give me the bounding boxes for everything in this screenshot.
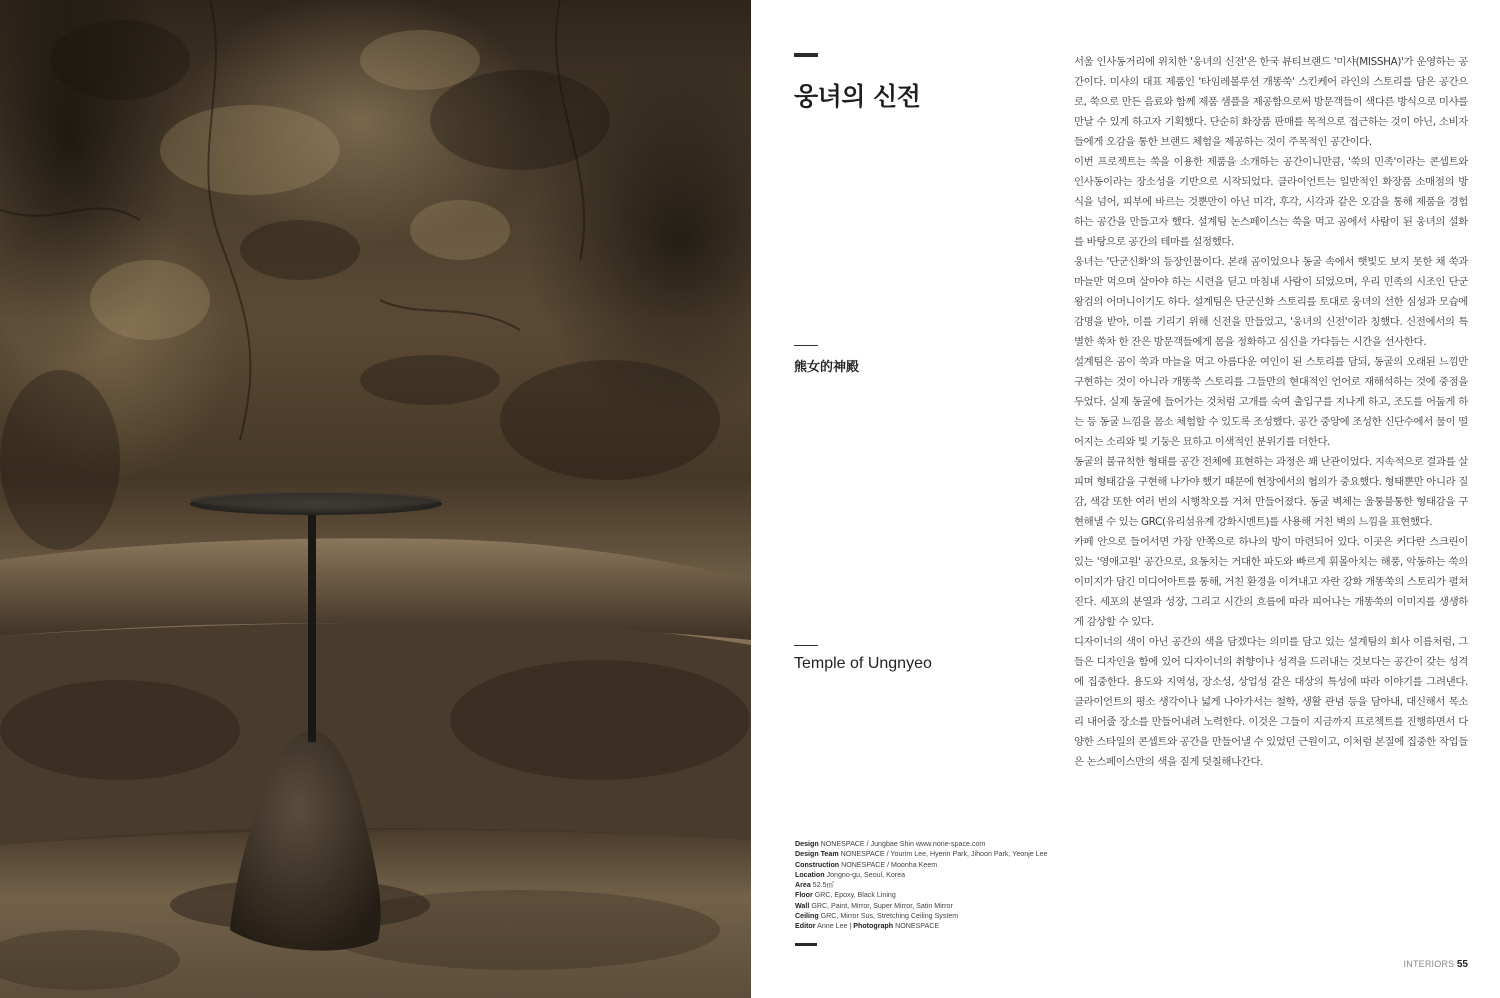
body-paragraph: 카페 안으로 들어서면 가장 안쪽으로 하나의 방이 마련되어 있다. 이곳은 커다란 스크린이 있는 '영애고원' 공간으로, 요동치는 거대한 파도와 빠르게 휘몰아치는 해풍, 악동하는 쑥의 이미지가 담긴 미디어아트를 통해, 거친 환경을 이겨내고 자란 강화 개똥쑥의 스토리가 펼쳐진다. 세포의 분열과 성장, 그리고 시간의 흐름에 따라 피어나는 개똥쑥의 이미지를 생생하게 감상할 수 있다.: [1074, 536, 1468, 628]
credit-label: Wall: [795, 901, 810, 910]
body-paragraph: 동굴의 불규칙한 형태를 공간 전체에 표현하는 과정은 꽤 난관이었다. 지속적으로 결과를 살피며 형태감을 구현해 나가야 했기 때문에 현장에서의 협의가 중요했다. 형태뿐만 아니라 질감, 색감 또한 여러 번의 시행착오를 거쳐 만들어졌다. 동굴 벽체는 울퉁불퉁한 형태감을 구현해낼 수 있는 GRC(유리섬유계 강화시멘트)를 사용해 거친 벽의 느낌을 표현했다.: [1074, 456, 1468, 528]
credit-value: GRC, Mirror Sus, Stretching Ceiling System: [820, 912, 959, 921]
credit-row: [795, 911, 1095, 921]
body-paragraph: 디자이너의 색이 아닌 공간의 색을 담겠다는 의미를 담고 있는 설계팀의 회사 이름처럼, 그들은 디자인을 함에 있어 디자이너의 취향이나 성격을 드러내는 것보다는 공간이 갖는 성격에 집중한다. 용도와 지역성, 장소성, 상업성 같은 대상의 특성에 따라 이야기를 그려낸다. 클라이언트의 평소 생각이나 넓게 나아가서는 철학, 생활 관념 등을 담아내, 대신해서 목소리 내어줄 장소를 만들어내려 노력한다. 이것은 그들이 지금까지 프로젝트를 진행하면서 다양한 스타일의 콘셉트와 공간을 만들어낼 수 있었던 근원이고, 이처럼 본질에 집중한 작업들은 논스페이스만의 색을 짙게 덧칠해나간다.: [1074, 636, 1468, 768]
credit-value: GRC, Paint, Mirror, Super Mirror, Satin Mirror: [811, 901, 953, 910]
credit-label: Ceiling: [795, 912, 819, 921]
credit-row: [795, 880, 1095, 890]
photograph-value: NONESPACE: [895, 922, 940, 931]
page-title: 웅녀의 신전: [794, 81, 921, 111]
body-paragraph: 서울 인사동거리에 위치한 '웅녀의 신전'은 한국 뷰티브랜드 '미샤(MISSHA)'가 운영하는 공간이다. 미샤의 대표 제품인 '타임레볼루션 개똥쑥' 스킨케어 라인의 스토리를 담은 공간으로, 쑥으로 만든 음료와 함께 제품 샘플을 제공함으로써 방문객들이 색다른 방식으로 미샤를 만날 수 있게 하고자 기획했다. 단순히 화장품 판매를 목적으로 접근하는 것이 아닌, 소비자들에게 오감을 통한 브랜드 체험을 제공하는 것이 주목적인 공간이다.: [1074, 56, 1468, 148]
credit-value: Jongno-gu, Seoul, Korea: [826, 870, 906, 879]
credit-label: Floor: [795, 891, 813, 900]
credit-value: GRC, Epoxy, Black Lining: [814, 891, 896, 900]
editor-label: Editor: [795, 922, 816, 931]
credit-label: Construction: [795, 860, 840, 869]
credit-row: [795, 860, 1095, 870]
credit-row-editor: [795, 921, 1095, 931]
credit-label: Location: [795, 870, 825, 879]
body-paragraph: 이번 프로젝트는 쑥을 이용한 제품을 소개하는 공간이니만큼, '쑥의 민족'이라는 콘셉트와 인사동이라는 장소성을 기반으로 시작되었다. 클라이언트는 일반적인 화장품 소매점의 방식을 넘어, 피부에 바르는 것뿐만이 아닌 미각, 후각, 시각과 같은 오감을 통해 제품을 경험하는 공간을 만들고자 했다. 설계팀 논스페이스는 쑥을 먹고 곰에서 사람이 된 웅녀의 설화를 바탕으로 공간의 테마를 설정했다.: [1074, 156, 1468, 248]
english-title-rule: [794, 645, 818, 646]
credit-row: [795, 890, 1095, 900]
credit-label: Design: [795, 840, 819, 848]
credit-value: NONESPACE / Yourim Lee, Hyerin Park, Jihoon Park, Yeonje Lee: [840, 850, 1048, 859]
credit-row: [795, 901, 1095, 911]
credit-value: NONESPACE / Jungbae Shin www.none-space.com: [820, 840, 986, 848]
article-body: [1074, 52, 1468, 772]
title-accent-bar: [794, 53, 818, 57]
credit-label: Design Team: [795, 850, 839, 859]
credit-label: Area: [795, 881, 811, 890]
body-paragraph: 설계팀은 곰이 쑥과 마늘을 먹고 아름다운 여인이 된 스토리를 담되, 동굴의 오래된 느낌만 구현하는 것이 아니라 개똥쑥 스토리를 그들만의 현대적인 언어로 재해석하는 것에 중점을 두었다. 실제 동굴에 들어가는 것처럼 고개를 숙여 출입구를 지나게 하고, 조도를 어둡게 하는 등 동굴 느낌을 몸소 체험할 수 있도록 조성했다. 공간 중앙에 조성한 신단수에서 물이 떨어지는 소리와 빛 기둥은 묘하고 이색적인 분위기를 더한다.: [1074, 356, 1468, 448]
credits-accent-bar: [795, 943, 817, 946]
credit-value: NONESPACE / Moonha Keem: [841, 860, 938, 869]
credit-separator: |: [849, 922, 852, 931]
magazine-name: INTERIORS: [1403, 959, 1455, 969]
photograph-label: Photograph: [853, 922, 894, 931]
page-number: 55: [1456, 959, 1468, 970]
hanja-title-rule: [794, 345, 818, 346]
credit-row: [795, 849, 1095, 859]
credit-row: [795, 870, 1095, 880]
credit-value: 52.5㎡: [812, 881, 834, 890]
body-paragraph: 웅녀는 '단군신화'의 등장인물이다. 본래 곰이었으나 동굴 속에서 햇빛도 보지 못한 채 쑥과 마늘만 먹으며 살아야 하는 시련을 딛고 마침내 사람이 되었으며, 우리 민족의 시조인 단군왕검의 어머니이기도 하다. 설계팀은 단군신화 스토리를 토대로 웅녀의 선한 심성과 모습에 감명을 받아, 이를 기리기 위해 신전을 만들었고, '웅녀의 신전'이라 칭했다. 신전에서의 특별한 쑥차 한 잔은 방문객들에게 몸을 정화하고 심신을 가다듬는 시간을 선사한다.: [1074, 256, 1468, 348]
editor-value: Anne Lee: [817, 922, 848, 931]
hanja-title: 熊女的神殿: [794, 360, 860, 375]
page-folio: [1404, 959, 1468, 970]
project-credits: [795, 839, 1095, 932]
english-title: Temple of Ungnyeo: [794, 655, 932, 672]
credit-row: [795, 839, 1095, 849]
